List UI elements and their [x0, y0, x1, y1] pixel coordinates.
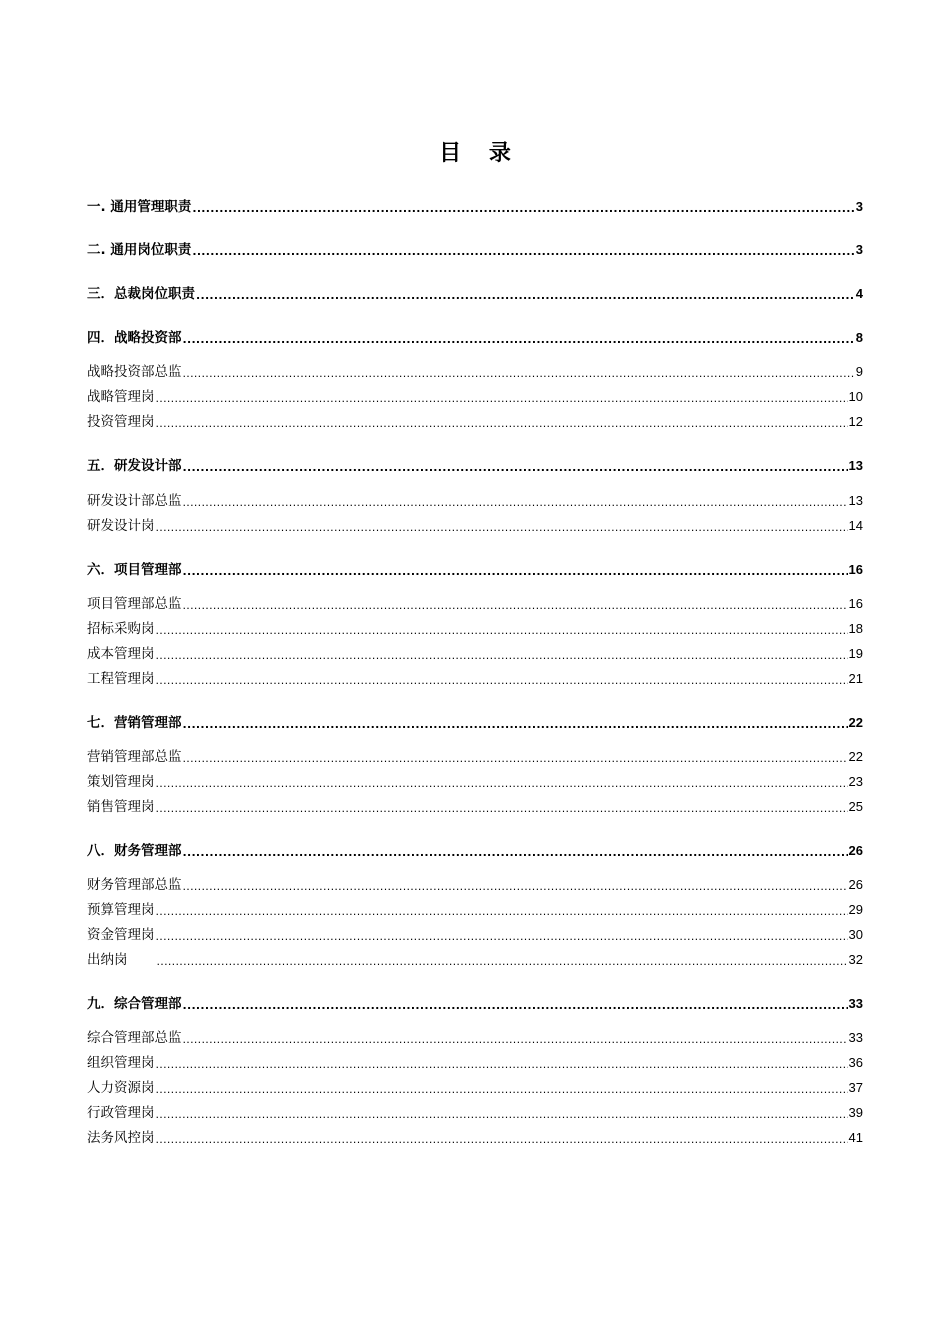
toc-page-number: 37 [848, 1080, 863, 1095]
toc-page-number: 39 [848, 1105, 863, 1120]
toc-page-number: 26 [848, 877, 863, 892]
toc-page-number: 14 [848, 518, 863, 533]
toc-item[interactable] [87, 797, 863, 817]
toc-page-number: 21 [848, 671, 863, 686]
toc-leader [183, 845, 848, 861]
toc-item-label: 组织管理岗 [87, 1055, 155, 1071]
toc-leader [156, 416, 848, 432]
toc-leader [156, 391, 848, 407]
toc-leader [183, 879, 848, 895]
toc-item[interactable] [87, 925, 863, 945]
toc-leader [192, 201, 854, 217]
toc-leader [156, 1057, 848, 1073]
toc-page-number: 29 [848, 902, 863, 917]
toc-section-9[interactable] [87, 994, 863, 1014]
toc-leader [156, 1132, 848, 1148]
toc-page-number: 8 [855, 330, 863, 345]
toc-page-number: 33 [848, 996, 863, 1011]
toc-leader [183, 366, 855, 382]
toc-page-number: 16 [848, 596, 863, 611]
toc-item[interactable] [87, 619, 863, 639]
toc-item[interactable] [87, 362, 863, 382]
toc-leader [183, 460, 848, 476]
toc-page-number: 22 [848, 749, 863, 764]
toc-section-3[interactable] [87, 284, 863, 304]
toc-section-6[interactable] [87, 560, 863, 580]
toc-leader [196, 288, 855, 304]
toc-section-label: 八．财务管理部 [87, 843, 182, 859]
toc-section-5[interactable] [87, 456, 863, 476]
toc-page-number: 3 [855, 199, 863, 214]
toc-item[interactable] [87, 950, 863, 970]
toc-section-8[interactable] [87, 841, 863, 861]
toc-item[interactable] [87, 491, 863, 511]
toc-item-label: 资金管理岗 [87, 927, 155, 943]
toc-item[interactable] [87, 1128, 863, 1148]
toc-section-label: 三．总裁岗位职责 [87, 286, 195, 302]
toc-item[interactable] [87, 1028, 863, 1048]
toc-leader [156, 520, 848, 536]
toc-page-number: 41 [848, 1130, 863, 1145]
toc-item-label: 成本管理岗 [87, 646, 155, 662]
toc-leader [183, 332, 855, 348]
toc-item[interactable] [87, 412, 863, 432]
toc-item-label: 投资管理岗 [87, 414, 155, 430]
toc-item[interactable] [87, 900, 863, 920]
toc-page-number: 4 [855, 286, 863, 301]
toc-page-number: 19 [848, 646, 863, 661]
toc-item[interactable] [87, 1053, 863, 1073]
toc-section-label: 一. 通用管理职责 [87, 199, 192, 215]
toc-page-number: 13 [848, 493, 863, 508]
toc-page-number: 22 [848, 715, 863, 730]
toc-leader [156, 801, 848, 817]
toc-item-label: 战略投资部总监 [87, 364, 182, 380]
toc-item-label: 策划管理岗 [87, 774, 155, 790]
toc-section-1[interactable] [87, 197, 863, 217]
toc-item[interactable] [87, 594, 863, 614]
toc-leader [156, 904, 848, 920]
toc-item-label: 研发设计部总监 [87, 493, 182, 509]
toc-page-number: 3 [855, 242, 863, 257]
toc-leader [183, 495, 848, 511]
toc-leader [183, 717, 848, 733]
toc-page-number: 10 [848, 389, 863, 404]
toc-item-label: 人力资源岗 [87, 1080, 155, 1096]
toc-leader [156, 1107, 848, 1123]
toc-page-number: 25 [848, 799, 863, 814]
page-title: 目 录 [439, 141, 521, 166]
toc-item-label: 工程管理岗 [87, 671, 155, 687]
toc-section-label: 五．研发设计部 [87, 458, 182, 474]
toc-item[interactable] [87, 387, 863, 407]
toc-section-label: 二. 通用岗位职责 [87, 242, 192, 258]
toc-section-4[interactable] [87, 328, 863, 348]
toc-item-label: 财务管理部总监 [87, 877, 182, 893]
toc-leader [183, 598, 848, 614]
toc-section-label: 六．项目管理部 [87, 562, 182, 578]
toc-item-label: 综合管理部总监 [87, 1030, 182, 1046]
toc-leader [156, 1082, 848, 1098]
toc-item[interactable] [87, 644, 863, 664]
toc-page-number: 9 [855, 364, 863, 379]
toc-leader [183, 998, 848, 1014]
toc-page-number: 12 [848, 414, 863, 429]
toc-section-2[interactable] [87, 240, 863, 260]
toc-item-label: 营销管理部总监 [87, 749, 182, 765]
toc-page-number: 33 [848, 1030, 863, 1045]
toc-item-label: 项目管理部总监 [87, 596, 182, 612]
toc-item-label: 出纳岗 [87, 952, 128, 968]
toc-leader [156, 623, 848, 639]
toc-item-label: 研发设计岗 [87, 518, 155, 534]
toc-item[interactable] [87, 1078, 863, 1098]
toc-page-number: 13 [848, 458, 863, 473]
toc-page-number: 32 [848, 952, 863, 967]
toc-leader [183, 1032, 848, 1048]
toc-item[interactable] [87, 1103, 863, 1123]
toc-page-number: 26 [848, 843, 863, 858]
toc-item-label: 销售管理岗 [87, 799, 155, 815]
toc-leader [192, 244, 854, 260]
toc-section-7[interactable] [87, 713, 863, 733]
toc-page-number: 36 [848, 1055, 863, 1070]
toc-leader [156, 776, 848, 792]
toc-item-label: 战略管理岗 [87, 389, 155, 405]
toc-section-label: 七．营销管理部 [87, 715, 182, 731]
toc-item-label: 招标采购岗 [87, 621, 155, 637]
toc-leader [157, 954, 848, 970]
toc-item-label: 行政管理岗 [87, 1105, 155, 1121]
toc-page-number: 23 [848, 774, 863, 789]
toc-page-number: 18 [848, 621, 863, 636]
toc-section-label: 四．战略投资部 [87, 330, 182, 346]
toc-section-label: 九．综合管理部 [87, 996, 182, 1012]
toc-page-number: 30 [848, 927, 863, 942]
toc-item-label: 预算管理岗 [87, 902, 155, 918]
toc-leader [183, 564, 848, 580]
toc-item[interactable] [87, 516, 863, 536]
toc-item-label: 法务风控岗 [87, 1130, 155, 1146]
toc-leader [183, 751, 848, 767]
toc-leader [156, 673, 848, 689]
toc-leader [156, 648, 848, 664]
toc-item[interactable] [87, 747, 863, 767]
toc-page-number: 16 [848, 562, 863, 577]
toc-item[interactable] [87, 772, 863, 792]
toc-item[interactable] [87, 669, 863, 689]
toc-leader [156, 929, 848, 945]
toc-item[interactable] [87, 875, 863, 895]
